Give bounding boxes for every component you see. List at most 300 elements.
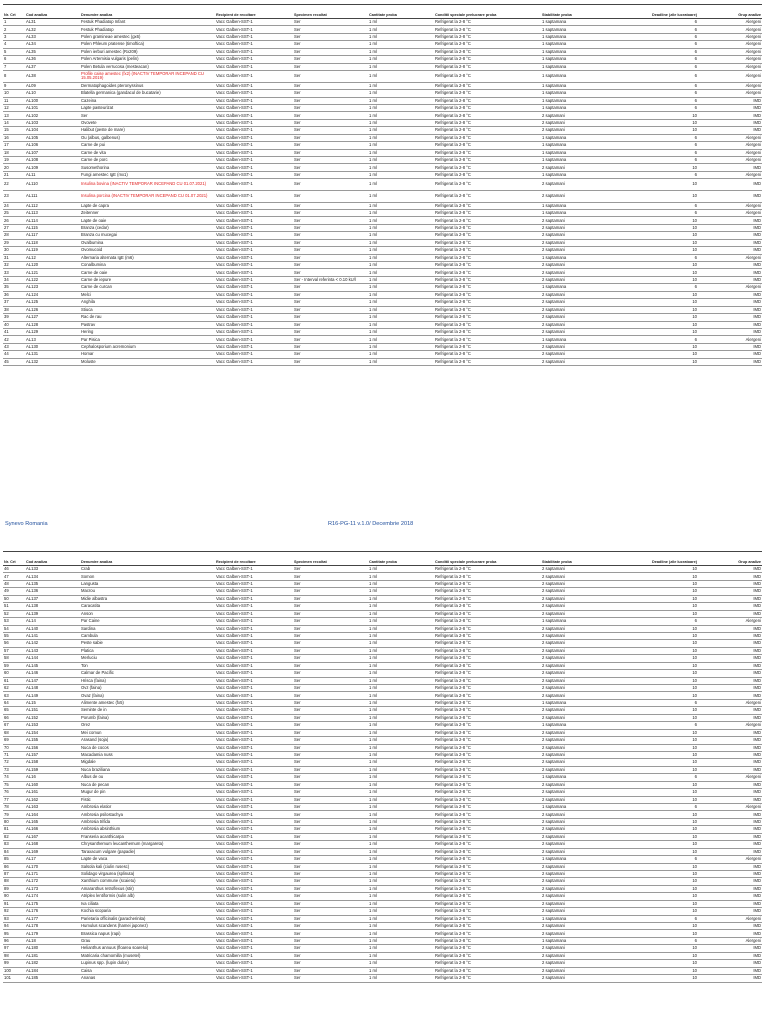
cell-conditii: Refrigerat la 2-8 °C	[434, 818, 541, 825]
cell-stabilitate: 2 saptamani	[541, 328, 613, 335]
cell-stabilitate: 2 saptamani	[541, 893, 613, 900]
cell-cantitate: 1 ml	[368, 202, 434, 209]
cell-cod: AL143	[25, 647, 80, 654]
cell-stabilitate: 2 saptamani	[541, 796, 613, 803]
table-row	[3, 171, 762, 178]
cell-denumire: Susomethorina	[80, 164, 215, 171]
cell-cod: AL33	[25, 33, 80, 40]
cell-conditii: Refrigerat la 2-8 °C	[434, 239, 541, 246]
table-row	[3, 893, 762, 900]
table-row	[3, 640, 762, 647]
cell-specimen: Ser	[293, 722, 368, 729]
cell-conditii: Refrigerat la 2-8 °C	[434, 960, 541, 967]
cell-deadline: 6	[613, 722, 698, 729]
cell-cantitate: 1 ml	[368, 217, 434, 224]
cell-conditii: Refrigerat la 2-8 °C	[434, 90, 541, 97]
cell-denumire: Insulina bovina (INACTIV TEMPORAR INCEPAND CU 01.07.2021)	[80, 179, 215, 191]
cell-nr: 31	[3, 254, 25, 261]
table-row	[3, 284, 762, 291]
cell-specimen: Ser	[293, 71, 368, 83]
cell-deadline: 10	[613, 276, 698, 283]
cell-nr: 19	[3, 157, 25, 164]
cell-recipient: Vacc Galben-SST-1	[215, 71, 293, 83]
table-row	[3, 179, 762, 191]
cell-cod: AL124	[25, 291, 80, 298]
table-row	[3, 781, 762, 788]
col-nr-header: Nr. Crt	[3, 552, 25, 566]
cell-cantitate: 1 ml	[368, 952, 434, 959]
cell-recipient: Vacc Galben-SST-1	[215, 247, 293, 254]
cell-conditii: Refrigerat la 2-8 °C	[434, 685, 541, 692]
cell-stabilitate: 2 saptamani	[541, 314, 613, 321]
cell-recipient: Vacc Galben-SST-1	[215, 134, 293, 141]
cell-recipient: Vacc Galben-SST-1	[215, 328, 293, 335]
cell-stabilitate: 1 saptamana	[541, 134, 613, 141]
table-row	[3, 870, 762, 877]
cell-stabilitate: 1 saptamana	[541, 41, 613, 48]
cell-denumire: Stiuca	[80, 306, 215, 313]
cell-denumire: Nuca de pecan	[80, 781, 215, 788]
cell-grup: IMD	[698, 670, 762, 677]
cell-grup: IMD	[698, 707, 762, 714]
footer-document-code: R16-PG-11 v.1.0/ Decembrie 2018	[328, 521, 414, 527]
cell-recipient: Vacc Galben-SST-1	[215, 190, 293, 202]
cell-nr: 39	[3, 314, 25, 321]
cell-conditii: Refrigerat la 2-8 °C	[434, 164, 541, 171]
cell-denumire: Peste sabie	[80, 640, 215, 647]
cell-conditii: Refrigerat la 2-8 °C	[434, 82, 541, 89]
cell-denumire: Polen ierburi amestec (Rx209)	[80, 48, 215, 55]
cell-cod: AL135	[25, 580, 80, 587]
cell-grup: IMD	[698, 677, 762, 684]
cell-denumire: Brassica napus (rapi)	[80, 930, 215, 937]
cell-grup: IMD	[698, 321, 762, 328]
cell-nr: 17	[3, 142, 25, 149]
cell-stabilitate: 1 saptamana	[541, 97, 613, 104]
cell-cod: AL09	[25, 82, 80, 89]
cell-denumire: Carne de porc	[80, 157, 215, 164]
cell-conditii: Refrigerat la 2-8 °C	[434, 930, 541, 937]
cell-cantitate: 1 ml	[368, 737, 434, 744]
cell-grup: Alergeni	[698, 937, 762, 944]
cell-recipient: Vacc Galben-SST-1	[215, 254, 293, 261]
cell-grup: IMD	[698, 900, 762, 907]
cell-cantitate: 1 ml	[368, 112, 434, 119]
cell-conditii: Refrigerat la 2-8 °C	[434, 908, 541, 915]
cell-cod: AL114	[25, 217, 80, 224]
cell-deadline: 10	[613, 826, 698, 833]
cell-deadline: 6	[613, 804, 698, 811]
cell-denumire: Arasand (soja)	[80, 737, 215, 744]
cell-cod: AL103	[25, 119, 80, 126]
cell-recipient: Vacc Galben-SST-1	[215, 573, 293, 580]
cell-specimen: Ser	[293, 908, 368, 915]
cell-stabilitate: 2 saptamani	[541, 343, 613, 350]
cell-conditii: Refrigerat la 2-8 °C	[434, 56, 541, 63]
cell-recipient: Vacc Galben-SST-1	[215, 640, 293, 647]
cell-deadline: 6	[613, 90, 698, 97]
cell-denumire: Blatella germanica (gandacul de bucatarie)	[80, 90, 215, 97]
cell-stabilitate: 2 saptamani	[541, 276, 613, 283]
cell-recipient: Vacc Galben-SST-1	[215, 685, 293, 692]
cell-deadline: 10	[613, 841, 698, 848]
cell-denumire: Langusta	[80, 580, 215, 587]
cell-specimen: Ser	[293, 306, 368, 313]
cell-stabilitate: 2 saptamani	[541, 655, 613, 662]
cell-stabilitate: 1 saptamana	[541, 202, 613, 209]
cell-deadline: 10	[613, 975, 698, 982]
cell-cantitate: 1 ml	[368, 908, 434, 915]
cell-stabilitate: 2 saptamani	[541, 127, 613, 134]
cell-cod: AL34	[25, 41, 80, 48]
cell-grup: Alergeni	[698, 26, 762, 33]
cell-denumire: Mei comun	[80, 729, 215, 736]
table-row	[3, 885, 762, 892]
cell-deadline: 6	[613, 26, 698, 33]
col-recipient-header: Recipient de recoltare	[215, 552, 293, 566]
table-row	[3, 655, 762, 662]
cell-conditii: Refrigerat la 2-8 °C	[434, 796, 541, 803]
cell-cod: AL132	[25, 358, 80, 365]
cell-deadline: 10	[613, 603, 698, 610]
cell-cantitate: 1 ml	[368, 328, 434, 335]
cell-stabilitate: 2 saptamani	[541, 841, 613, 848]
cell-stabilitate: 2 saptamani	[541, 232, 613, 239]
cell-deadline: 10	[613, 870, 698, 877]
cell-denumire: Ovaz (faina)	[80, 692, 215, 699]
cell-cod: AL164	[25, 811, 80, 818]
cell-specimen: Ser	[293, 848, 368, 855]
cell-stabilitate: 2 saptamani	[541, 351, 613, 358]
cell-conditii: Refrigerat la 2-8 °C	[434, 566, 541, 573]
cell-stabilitate: 2 saptamani	[541, 923, 613, 930]
cell-cod: AL162	[25, 796, 80, 803]
cell-denumire: Taraxacum vulgare (papadie)	[80, 848, 215, 855]
table-row	[3, 662, 762, 669]
cell-conditii: Refrigerat la 2-8 °C	[434, 647, 541, 654]
cell-stabilitate: 1 saptamana	[541, 26, 613, 33]
cell-cantitate: 1 ml	[368, 774, 434, 781]
cell-stabilitate: 1 saptamana	[541, 63, 613, 70]
cell-denumire: Conalbumina	[80, 262, 215, 269]
cell-grup: Alergeni	[698, 722, 762, 729]
cell-grup: IMD	[698, 751, 762, 758]
cell-recipient: Vacc Galben-SST-1	[215, 157, 293, 164]
cell-specimen: Ser	[293, 142, 368, 149]
cell-denumire: Ambrosia elatior	[80, 804, 215, 811]
cell-conditii: Refrigerat la 2-8 °C	[434, 580, 541, 587]
cell-recipient: Vacc Galben-SST-1	[215, 900, 293, 907]
table-row	[3, 112, 762, 119]
col-deadline-header: Deadline (zile lucratoare)	[613, 5, 698, 19]
cell-deadline: 6	[613, 82, 698, 89]
cell-conditii: Refrigerat la 2-8 °C	[434, 63, 541, 70]
cell-cantitate: 1 ml	[368, 26, 434, 33]
cell-deadline: 10	[613, 945, 698, 952]
table-row	[3, 751, 762, 758]
cell-nr: 71	[3, 751, 25, 758]
cell-recipient: Vacc Galben-SST-1	[215, 48, 293, 55]
cell-nr: 100	[3, 967, 25, 974]
cell-deadline: 6	[613, 157, 698, 164]
cell-denumire: Moluste	[80, 358, 215, 365]
table-row	[3, 566, 762, 573]
cell-stabilitate: 2 saptamani	[541, 306, 613, 313]
cell-cod: AL117	[25, 232, 80, 239]
cell-nr: 70	[3, 744, 25, 751]
cell-deadline: 6	[613, 63, 698, 70]
cell-specimen: Ser	[293, 171, 368, 178]
cell-conditii: Refrigerat la 2-8 °C	[434, 190, 541, 202]
cell-stabilitate: 2 saptamani	[541, 908, 613, 915]
cell-recipient: Vacc Galben-SST-1	[215, 677, 293, 684]
cell-deadline: 10	[613, 119, 698, 126]
cell-grup: IMD	[698, 573, 762, 580]
cell-deadline: 6	[613, 202, 698, 209]
cell-conditii: Refrigerat la 2-8 °C	[434, 774, 541, 781]
cell-grup: Alergeni	[698, 774, 762, 781]
col-grup-header: Grup analize	[698, 552, 762, 566]
table-row	[3, 699, 762, 706]
cell-recipient: Vacc Galben-SST-1	[215, 618, 293, 625]
cell-conditii: Refrigerat la 2-8 °C	[434, 893, 541, 900]
cell-cantitate: 1 ml	[368, 134, 434, 141]
cell-cod: AL182	[25, 960, 80, 967]
cell-specimen: Ser	[293, 640, 368, 647]
cell-cod: AL14	[25, 618, 80, 625]
cell-conditii: Refrigerat la 2-8 °C	[434, 254, 541, 261]
cell-conditii: Refrigerat la 2-8 °C	[434, 276, 541, 283]
cell-deadline: 10	[613, 262, 698, 269]
cell-grup: Alergeni	[698, 48, 762, 55]
cell-recipient: Vacc Galben-SST-1	[215, 239, 293, 246]
table-row	[3, 82, 762, 89]
cell-cod: AL122	[25, 276, 80, 283]
table-row	[3, 610, 762, 617]
cell-grup: IMD	[698, 818, 762, 825]
cell-grup: Alergeni	[698, 209, 762, 216]
cell-conditii: Refrigerat la 2-8 °C	[434, 247, 541, 254]
cell-stabilitate: 2 saptamani	[541, 870, 613, 877]
table-row	[3, 573, 762, 580]
cell-conditii: Refrigerat la 2-8 °C	[434, 71, 541, 83]
cell-nr: 60	[3, 670, 25, 677]
cell-cod: AL148	[25, 685, 80, 692]
cell-conditii: Refrigerat la 2-8 °C	[434, 343, 541, 350]
cell-cantitate: 1 ml	[368, 856, 434, 863]
cell-nr: 82	[3, 833, 25, 840]
cell-cod: AL17	[25, 856, 80, 863]
cell-cantitate: 1 ml	[368, 358, 434, 365]
cell-deadline: 6	[613, 915, 698, 922]
cell-stabilitate: 1 saptamana	[541, 937, 613, 944]
cell-specimen: Ser	[293, 26, 368, 33]
cell-recipient: Vacc Galben-SST-1	[215, 975, 293, 982]
cell-deadline: 10	[613, 299, 698, 306]
col-stabilitate-header: Stabilitate proba	[541, 552, 613, 566]
cell-cantitate: 1 ml	[368, 19, 434, 26]
cell-cantitate: 1 ml	[368, 632, 434, 639]
cell-deadline: 10	[613, 232, 698, 239]
cell-nr: 44	[3, 351, 25, 358]
cell-conditii: Refrigerat la 2-8 °C	[434, 863, 541, 870]
cell-denumire: Grau	[80, 937, 215, 944]
cell-specimen: Ser	[293, 714, 368, 721]
cell-cantitate: 1 ml	[368, 841, 434, 848]
col-nr-header: Nr. Crt	[3, 5, 25, 19]
cell-nr: 66	[3, 714, 25, 721]
cell-grup: IMD	[698, 632, 762, 639]
cell-cod: AL105	[25, 134, 80, 141]
cell-conditii: Refrigerat la 2-8 °C	[434, 952, 541, 959]
cell-cantitate: 1 ml	[368, 239, 434, 246]
cell-stabilitate: 2 saptamani	[541, 714, 613, 721]
cell-grup: IMD	[698, 566, 762, 573]
cell-nr: 53	[3, 618, 25, 625]
cell-cod: AL126	[25, 306, 80, 313]
cell-cantitate: 1 ml	[368, 603, 434, 610]
cell-conditii: Refrigerat la 2-8 °C	[434, 915, 541, 922]
cell-denumire: Crab	[80, 566, 215, 573]
cell-specimen: Ser	[293, 766, 368, 773]
cell-cantitate: 1 ml	[368, 343, 434, 350]
cell-specimen: Ser	[293, 157, 368, 164]
cell-conditii: Refrigerat la 2-8 °C	[434, 291, 541, 298]
cell-nr: 33	[3, 269, 25, 276]
cell-nr: 46	[3, 566, 25, 573]
cell-deadline: 10	[613, 647, 698, 654]
cell-cod: AL156	[25, 744, 80, 751]
cell-cantitate: 1 ml	[368, 870, 434, 877]
cell-grup: IMD	[698, 217, 762, 224]
cell-recipient: Vacc Galben-SST-1	[215, 127, 293, 134]
cell-specimen: Ser	[293, 41, 368, 48]
col-specimen-header: Specimen recoltat	[293, 552, 368, 566]
cell-cod: AL172	[25, 878, 80, 885]
cell-grup: Alergeni	[698, 699, 762, 706]
cell-nr: 45	[3, 358, 25, 365]
cell-recipient: Vacc Galben-SST-1	[215, 692, 293, 699]
cell-stabilitate: 1 saptamana	[541, 19, 613, 26]
cell-cantitate: 1 ml	[368, 90, 434, 97]
cell-cantitate: 1 ml	[368, 781, 434, 788]
cell-cantitate: 1 ml	[368, 625, 434, 632]
cell-nr: 4	[3, 41, 25, 48]
table-row	[3, 142, 762, 149]
table-row	[3, 670, 762, 677]
cell-specimen: Ser	[293, 952, 368, 959]
cell-recipient: Vacc Galben-SST-1	[215, 699, 293, 706]
cell-recipient: Vacc Galben-SST-1	[215, 595, 293, 602]
cell-specimen: Ser	[293, 610, 368, 617]
cell-cod: AL157	[25, 751, 80, 758]
table-row	[3, 759, 762, 766]
table-row	[3, 224, 762, 231]
cell-conditii: Refrigerat la 2-8 °C	[434, 171, 541, 178]
cell-recipient: Vacc Galben-SST-1	[215, 202, 293, 209]
cell-cantitate: 1 ml	[368, 930, 434, 937]
cell-specimen: Ser	[293, 647, 368, 654]
cell-recipient: Vacc Galben-SST-1	[215, 893, 293, 900]
cell-grup: IMD	[698, 647, 762, 654]
cell-denumire: Par Caine	[80, 618, 215, 625]
cell-grup: IMD	[698, 662, 762, 669]
cell-grup: Alergeni	[698, 33, 762, 40]
cell-nr: 24	[3, 202, 25, 209]
cell-deadline: 10	[613, 885, 698, 892]
cell-denumire: Polen Betula verrucosa (mesteacan)	[80, 63, 215, 70]
cell-denumire: Branza (cedar)	[80, 224, 215, 231]
cell-specimen: Ser	[293, 164, 368, 171]
cell-deadline: 10	[613, 632, 698, 639]
table-row	[3, 595, 762, 602]
cell-denumire: Ananas	[80, 975, 215, 982]
cell-denumire: Iva ciliata	[80, 900, 215, 907]
cell-cantitate: 1 ml	[368, 321, 434, 328]
cell-deadline: 6	[613, 856, 698, 863]
cell-cantitate: 1 ml	[368, 640, 434, 647]
cell-specimen: Ser	[293, 930, 368, 937]
cell-specimen: Ser	[293, 247, 368, 254]
cell-nr: 28	[3, 232, 25, 239]
table-row	[3, 157, 762, 164]
cell-deadline: 6	[613, 71, 698, 83]
cell-nr: 29	[3, 239, 25, 246]
cell-stabilitate: 2 saptamani	[541, 662, 613, 669]
cell-conditii: Refrigerat la 2-8 °C	[434, 41, 541, 48]
cell-deadline: 10	[613, 269, 698, 276]
cell-denumire: Salsola kali (ciulin rusesc)	[80, 863, 215, 870]
cell-conditii: Refrigerat la 2-8 °C	[434, 33, 541, 40]
cell-recipient: Vacc Galben-SST-1	[215, 923, 293, 930]
cell-cod: AL161	[25, 789, 80, 796]
table-row	[3, 269, 762, 276]
cell-specimen: Ser	[293, 336, 368, 343]
cell-deadline: 6	[613, 97, 698, 104]
cell-stabilitate: 2 saptamani	[541, 677, 613, 684]
cell-stabilitate: 1 saptamana	[541, 171, 613, 178]
cell-recipient: Vacc Galben-SST-1	[215, 351, 293, 358]
cell-cantitate: 1 ml	[368, 685, 434, 692]
cell-cod: AL128	[25, 321, 80, 328]
cell-nr: 72	[3, 759, 25, 766]
col-recipient-header: Recipient de recoltare	[215, 5, 293, 19]
cell-stabilitate: 1 saptamana	[541, 209, 613, 216]
cell-conditii: Refrigerat la 2-8 °C	[434, 833, 541, 840]
cell-cod: AL175	[25, 900, 80, 907]
cell-recipient: Vacc Galben-SST-1	[215, 714, 293, 721]
cell-recipient: Vacc Galben-SST-1	[215, 781, 293, 788]
cell-specimen: Ser	[293, 655, 368, 662]
cell-cantitate: 1 ml	[368, 179, 434, 191]
cell-denumire: Cephalosporium acremonium	[80, 343, 215, 350]
cell-grup: IMD	[698, 314, 762, 321]
table-row	[3, 71, 762, 83]
cell-recipient: Vacc Galben-SST-1	[215, 647, 293, 654]
table-row	[3, 766, 762, 773]
cell-cantitate: 1 ml	[368, 945, 434, 952]
cell-cantitate: 1 ml	[368, 900, 434, 907]
cell-cod: AL11	[25, 171, 80, 178]
cell-specimen: Ser	[293, 179, 368, 191]
cell-denumire: Polen gramineae amestec (gx6)	[80, 33, 215, 40]
table-row	[3, 306, 762, 313]
cell-denumire: Festuk Phadiatop Infant	[80, 19, 215, 26]
cell-specimen: Ser	[293, 737, 368, 744]
cell-cod: AL171	[25, 870, 80, 877]
cell-recipient: Vacc Galben-SST-1	[215, 937, 293, 944]
cell-denumire: Rac de rau	[80, 314, 215, 321]
